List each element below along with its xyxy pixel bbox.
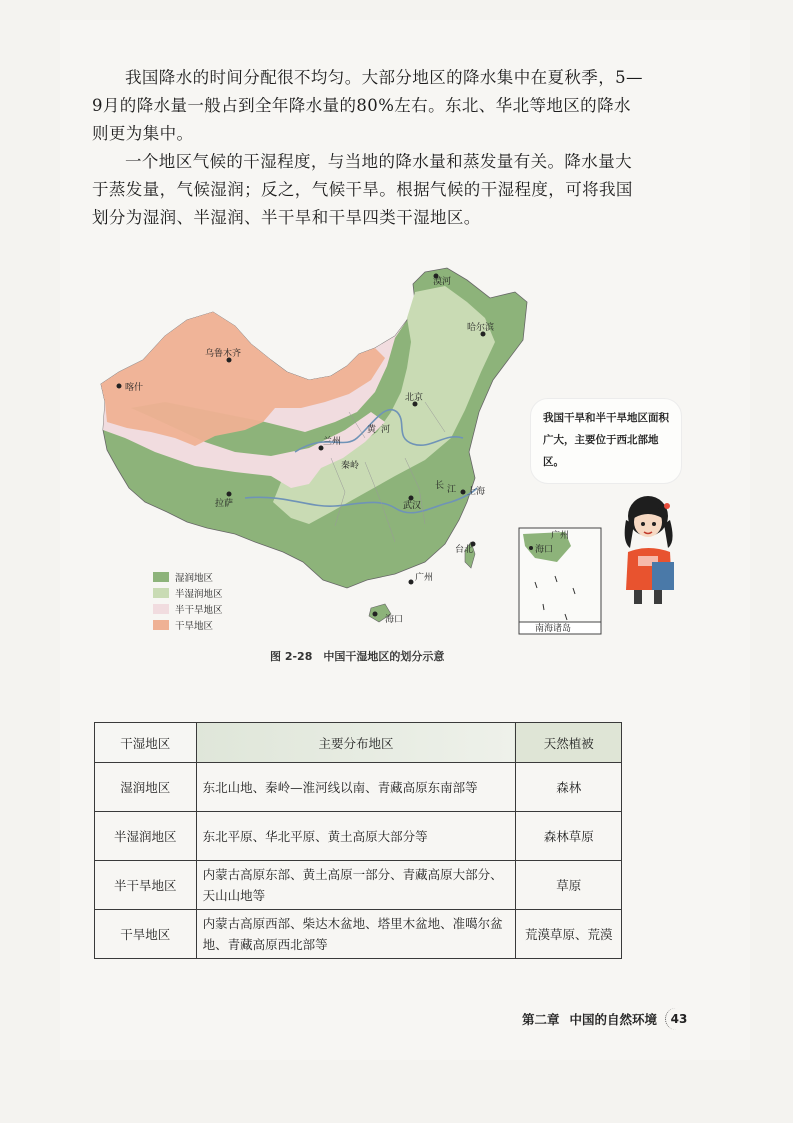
city-taipei: 台北 xyxy=(455,545,474,555)
paragraph-dry-wet: 一个地区气候的干湿程度，与当地的降水量和蒸发量有关。降水量大于蒸发量，气候湿润；反之，气候干旱。根据气候的干湿程度，可将我国划分为湿润、半湿润、半干旱和干旱四类干湿地区。 xyxy=(92,152,633,227)
table-row xyxy=(95,861,622,910)
legend-label-semi-humid: 半湿润地区 xyxy=(175,589,223,600)
girl-illustration xyxy=(612,494,688,606)
inset-city-guangzhou: 广州 xyxy=(551,531,570,541)
city-mohe: 漠河 xyxy=(433,277,452,287)
header-vegetation: 天然植被 xyxy=(516,723,622,763)
legend-swatch-semi-arid xyxy=(153,604,169,614)
footer-chapter-title: 中国的自然环境 xyxy=(569,1012,658,1027)
city-urumqi: 乌鲁木齐 xyxy=(205,349,242,359)
cell-region: 半湿润地区 xyxy=(95,812,197,861)
legend-swatch-humid xyxy=(153,572,169,582)
legend-swatch-arid xyxy=(153,620,169,630)
cell-vegetation: 荒漠草原、荒漠 xyxy=(516,910,622,959)
legend-label-semi-arid: 半干旱地区 xyxy=(175,605,223,616)
page-footer xyxy=(522,1008,692,1030)
header-distribution: 主要分布地区 xyxy=(196,723,516,763)
inset-city-haikou: 海口 xyxy=(535,545,554,555)
table-row xyxy=(95,910,622,959)
inset-title: 南海诸岛 xyxy=(535,624,572,634)
cell-vegetation: 森林 xyxy=(516,763,622,812)
city-lanzhou: 兰州 xyxy=(323,437,342,447)
header-region: 干湿地区 xyxy=(95,723,197,763)
cell-distribution: 东北平原、华北平原、黄土高原大部分等 xyxy=(196,812,516,861)
city-guangzhou: 广州 xyxy=(415,573,434,583)
city-shanghai: 上海 xyxy=(467,487,486,497)
cell-vegetation: 草原 xyxy=(516,861,622,910)
legend-label-humid: 湿润地区 xyxy=(175,573,214,584)
south-china-sea-inset xyxy=(519,528,601,634)
city-wuhan: 武汉 xyxy=(403,501,422,511)
river-label-huang: 黄 xyxy=(367,425,377,435)
cell-distribution: 内蒙古高原东部、黄土高原一部分、青藏高原大部分、天山山地等 xyxy=(196,861,516,910)
river-label-he: 河 xyxy=(381,425,391,435)
city-haikou: 海口 xyxy=(385,615,404,625)
cell-vegetation: 森林草原 xyxy=(516,812,622,861)
legend-swatch-semi-humid xyxy=(153,588,169,598)
river-label-jiang: 江 xyxy=(447,485,457,495)
legend-label-arid: 干旱地区 xyxy=(175,621,214,632)
map-legend xyxy=(153,572,223,632)
river-label-chang: 长 xyxy=(435,481,445,491)
cell-region: 半干旱地区 xyxy=(95,861,197,910)
cell-region: 湿润地区 xyxy=(95,763,197,812)
paragraph-precipitation: 我国降水的时间分配很不均匀。大部分地区的降水集中在夏秋季，5—9月的降水量一般占到全年降水量的80%左右。东北、华北等地区的降水则更为集中。 xyxy=(92,68,643,143)
city-lhasa: 拉萨 xyxy=(215,499,234,509)
speech-bubble xyxy=(530,398,682,484)
city-kashgar: 喀什 xyxy=(125,383,144,393)
table-header-row xyxy=(95,723,622,763)
bubble-text: 我国干旱和半干旱地区面积广大，主要位于西北部地区。 xyxy=(543,412,669,468)
figure-caption: 图 2-28 中国干湿地区的划分示意 xyxy=(270,650,445,663)
footer-chapter: 第二章 xyxy=(522,1012,560,1027)
page-number: 43 xyxy=(665,1008,692,1030)
dry-wet-regions-table xyxy=(94,722,622,959)
label-qinling: 秦岭 xyxy=(341,461,360,471)
table-row xyxy=(95,763,622,812)
table-row xyxy=(95,812,622,861)
city-beijing: 北京 xyxy=(405,393,424,403)
cell-region: 干旱地区 xyxy=(95,910,197,959)
city-harbin: 哈尔滨 xyxy=(467,323,495,333)
cell-distribution: 东北山地、秦岭—淮河线以南、青藏高原东南部等 xyxy=(196,763,516,812)
cell-distribution: 内蒙古高原西部、柴达木盆地、塔里木盆地、准噶尔盆地、青藏高原西北部等 xyxy=(196,910,516,959)
